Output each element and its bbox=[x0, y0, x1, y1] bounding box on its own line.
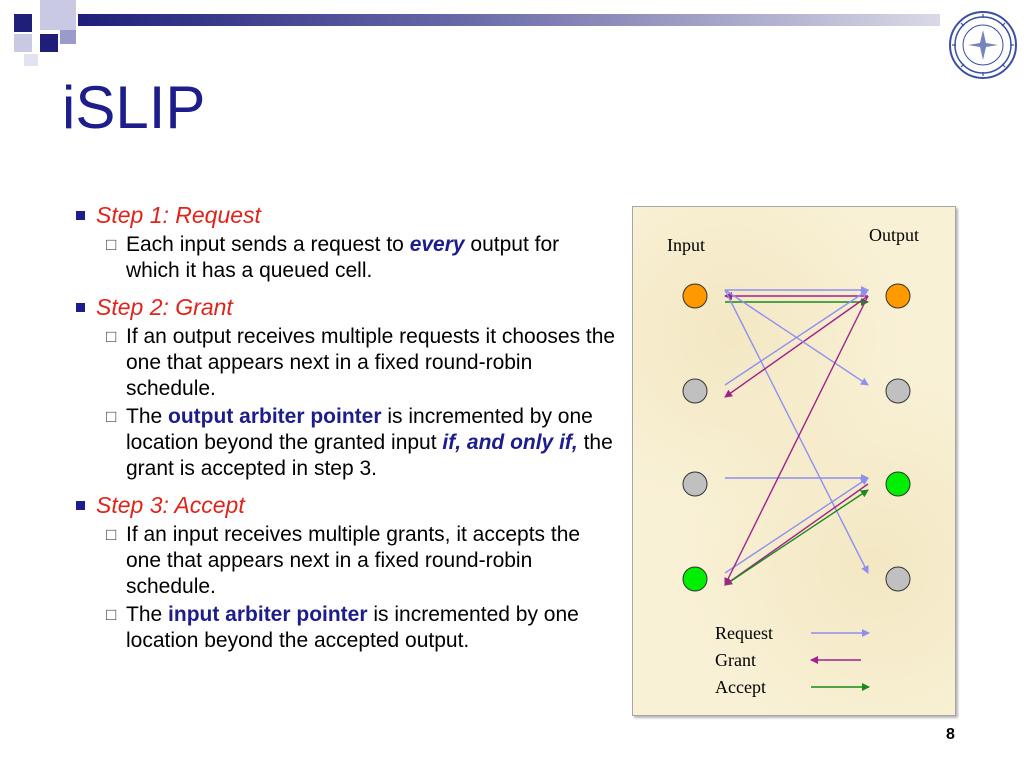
request-arrow bbox=[725, 290, 868, 573]
sub-bullet-text: if, and only if, bbox=[442, 431, 578, 454]
header-square-decoration bbox=[14, 34, 32, 52]
sub-bullet-text: output for which it has a queued cell. bbox=[126, 233, 560, 282]
sub-bullet bbox=[76, 232, 616, 284]
sub-bullet-text: Each input sends a request to bbox=[126, 233, 410, 256]
sub-bullet-text: is incremented by one location beyond the accepted output. bbox=[126, 603, 579, 652]
header-square-decoration bbox=[40, 0, 76, 30]
output-column-label: Output bbox=[869, 225, 920, 245]
grant-arrow bbox=[725, 296, 868, 585]
sub-bullet bbox=[76, 324, 616, 402]
square-bullet-icon bbox=[76, 211, 85, 220]
header-square-decoration bbox=[40, 34, 58, 52]
input-port-node bbox=[683, 567, 707, 591]
bullet-heading: Step 2: Grant bbox=[96, 294, 233, 320]
header-square-decoration bbox=[60, 30, 76, 44]
accept-arrow bbox=[725, 490, 868, 585]
sub-bullet-text: output arbiter pointer bbox=[168, 405, 382, 428]
sub-bullet-text: The bbox=[126, 603, 169, 626]
sub-bullet bbox=[76, 602, 616, 654]
bullet-step-2 bbox=[76, 294, 616, 322]
input-port-node bbox=[683, 379, 707, 403]
legend-label-accept: Accept bbox=[715, 677, 766, 697]
bullet-step-3 bbox=[76, 492, 616, 520]
page-number: 8 bbox=[946, 726, 955, 743]
legend-label-request: Request bbox=[715, 623, 773, 643]
grant-arrow bbox=[725, 296, 868, 397]
input-port-node bbox=[683, 284, 707, 308]
output-port-node bbox=[886, 284, 910, 308]
grant-arrow bbox=[725, 484, 868, 585]
hollow-square-bullet-icon: □ bbox=[106, 605, 117, 624]
sub-bullet-text: the grant is accepted in step 3. bbox=[126, 431, 613, 480]
sub-bullet-text: If an output receives multiple requests it chooses the one that appears next in a fixed round-robin schedule. bbox=[126, 325, 616, 400]
sub-bullet-text: The bbox=[126, 405, 169, 428]
output-port-node bbox=[886, 379, 910, 403]
hollow-square-bullet-icon: □ bbox=[106, 235, 117, 254]
university-seal-icon bbox=[948, 10, 1018, 80]
input-column-label: Input bbox=[667, 235, 705, 255]
sub-bullet bbox=[76, 404, 616, 482]
square-bullet-icon bbox=[76, 303, 85, 312]
header-square-decoration bbox=[14, 14, 32, 32]
sub-bullet-text: input arbiter pointer bbox=[168, 603, 368, 626]
bullet-heading: Step 3: Accept bbox=[96, 492, 245, 518]
diagram-canvas bbox=[633, 207, 955, 715]
legend-label-grant: Grant bbox=[715, 650, 756, 670]
request-arrow bbox=[725, 478, 868, 573]
bullet-list bbox=[76, 196, 616, 654]
sub-bullet-text: every bbox=[409, 233, 465, 256]
output-port-node bbox=[886, 567, 910, 591]
input-port-node bbox=[683, 472, 707, 496]
header-square-decoration bbox=[24, 54, 38, 66]
bullet-heading: Step 1: Request bbox=[96, 202, 261, 228]
sub-bullet-text: is incremented by one location beyond the granted input bbox=[126, 405, 593, 454]
hollow-square-bullet-icon: □ bbox=[106, 525, 117, 544]
output-port-node bbox=[886, 472, 910, 496]
header-gradient-bar bbox=[78, 14, 940, 26]
slide-title: iSLIP bbox=[62, 74, 206, 141]
sub-bullet bbox=[76, 522, 616, 600]
bullet-step-1 bbox=[76, 202, 616, 230]
square-bullet-icon bbox=[76, 501, 85, 510]
hollow-square-bullet-icon: □ bbox=[106, 407, 117, 426]
hollow-square-bullet-icon: □ bbox=[106, 327, 117, 346]
sub-bullet-text: If an input receives multiple grants, it accepts the one that appears next in a fixed round-robin schedule. bbox=[126, 523, 581, 598]
islip-diagram-panel bbox=[632, 206, 956, 716]
